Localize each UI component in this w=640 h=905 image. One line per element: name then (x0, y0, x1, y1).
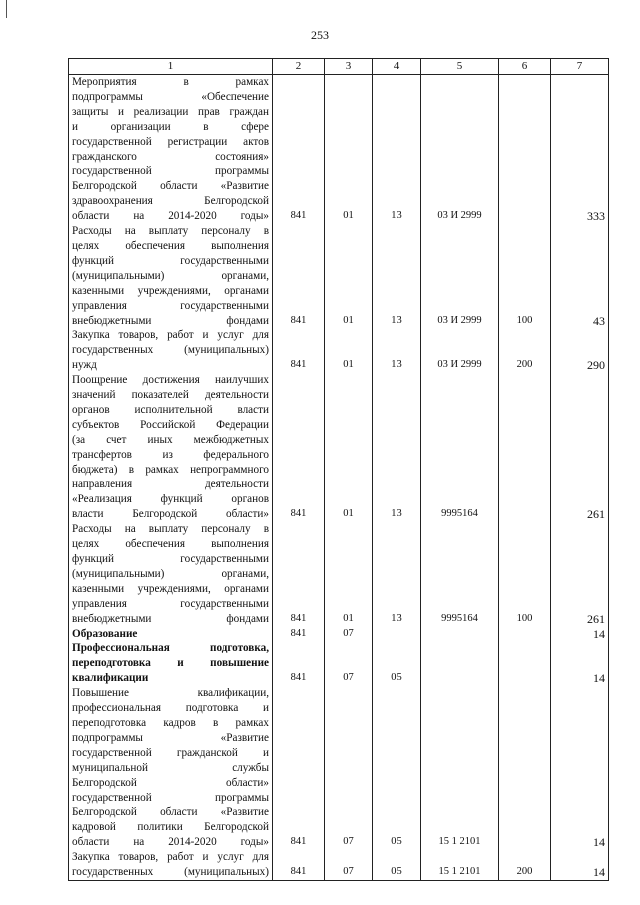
amount: 14 (551, 686, 609, 850)
subsection-code: 05 (373, 641, 421, 686)
target-article-code: 03 И 2999 (421, 224, 499, 328)
description-line: Закупка товаров, работ и услуг для (72, 851, 269, 864)
description-line: «Реализация функций органов (72, 493, 269, 506)
amount: 290 (551, 328, 609, 373)
expense-type-code: 100 (499, 224, 551, 328)
description-line: переподготовка и повышение (72, 657, 269, 670)
ministry-code: 841 (273, 627, 325, 642)
table-row (69, 373, 609, 522)
amount: 14 (551, 627, 609, 642)
table-row (69, 224, 609, 328)
description-line: и организации в сфере (72, 120, 269, 133)
header-col-5: 5 (421, 59, 499, 75)
description-line: подпрограммы «Развитие (72, 731, 269, 744)
description-line: целях обеспечения выполнения (72, 538, 269, 551)
description-line: внебюджетными фондами (72, 612, 269, 625)
description-line: казенными учреждениями, органами (72, 284, 269, 297)
section-code: 01 (325, 522, 373, 626)
table-row (69, 522, 609, 626)
table-row (69, 641, 609, 686)
description-line: направления деятельности (72, 478, 269, 491)
target-article-code: 9995164 (421, 373, 499, 522)
ministry-code: 841 (273, 850, 325, 880)
description-line: Повышение квалификации, (72, 687, 269, 700)
description-line: квалификации (72, 672, 149, 685)
description-line: Белгородской области «Развитие (72, 180, 269, 193)
target-article-code (421, 627, 499, 642)
amount: 333 (551, 75, 609, 225)
amount: 261 (551, 373, 609, 522)
table-body (69, 75, 609, 881)
section-code: 01 (325, 224, 373, 328)
description-line: области на 2014-2020 годы» (72, 836, 269, 849)
description-line: государственных (муниципальных) (72, 344, 269, 357)
table-row (69, 686, 609, 850)
table-row (69, 627, 609, 642)
description-line: области на 2014-2020 годы» (72, 210, 269, 223)
subsection-code: 13 (373, 75, 421, 225)
description-line: муниципальной службы (72, 761, 269, 774)
description-line: бюджета) в рамках непрограммного (72, 463, 269, 476)
target-article-code: 03 И 2999 (421, 328, 499, 373)
description-line: внебюджетными фондами (72, 314, 269, 327)
amount: 14 (551, 641, 609, 686)
description-line: субъектов Российской Федерации (72, 418, 269, 431)
expense-type-code: 200 (499, 850, 551, 880)
description-line: органов исполнительной власти (72, 403, 269, 416)
target-article-code (421, 641, 499, 686)
description-line: Закупка товаров, работ и услуг для (72, 329, 269, 342)
description-line: государственной программы (72, 791, 269, 804)
description-line: управления государственными (72, 597, 269, 610)
expense-type-code (499, 686, 551, 850)
row-description (69, 75, 273, 225)
ministry-code: 841 (273, 224, 325, 328)
ministry-code: 841 (273, 75, 325, 225)
ministry-code: 841 (273, 641, 325, 686)
row-description (69, 850, 273, 880)
description-line: (муниципальными) органами, (72, 269, 269, 282)
subsection-code: 05 (373, 850, 421, 880)
scan-edge-mark (6, 0, 7, 18)
subsection-code: 13 (373, 522, 421, 626)
table-row (69, 328, 609, 373)
target-article-code: 15 1 2101 (421, 686, 499, 850)
expense-type-code: 100 (499, 522, 551, 626)
ministry-code: 841 (273, 522, 325, 626)
description-line: гражданского состояния» (72, 150, 269, 163)
description-line: переподготовка кадров в рамках (72, 716, 269, 729)
row-description (69, 522, 273, 626)
section-code: 07 (325, 627, 373, 642)
amount: 43 (551, 224, 609, 328)
subsection-code: 05 (373, 686, 421, 850)
description-line: государственных (муниципальных) (72, 866, 269, 879)
row-description (69, 641, 273, 686)
ministry-code: 841 (273, 373, 325, 522)
row-description (69, 328, 273, 373)
description-line: (за счет иных межбюджетных (72, 433, 269, 446)
description-line: Поощрение достижения наилучших (72, 374, 269, 387)
expense-type-code (499, 75, 551, 225)
description-line: Расходы на выплату персоналу в (72, 225, 269, 238)
description-line: Образование (72, 627, 138, 640)
subsection-code: 13 (373, 373, 421, 522)
expense-type-code: 200 (499, 328, 551, 373)
header-col-3: 3 (325, 59, 373, 75)
target-article-code: 9995164 (421, 522, 499, 626)
expense-type-code (499, 641, 551, 686)
header-col-1: 1 (69, 59, 273, 75)
header-col-6: 6 (499, 59, 551, 75)
description-line: профессиональная подготовка и (72, 702, 269, 715)
description-line: Профессиональная подготовка, (72, 642, 269, 655)
description-line: нужд (72, 359, 97, 372)
row-description (69, 627, 273, 642)
description-line: целях обеспечения выполнения (72, 239, 269, 252)
section-code: 01 (325, 75, 373, 225)
section-code: 07 (325, 686, 373, 850)
ministry-code: 841 (273, 686, 325, 850)
table-header-row (69, 59, 609, 75)
description-line: Мероприятия в рамках (72, 76, 269, 88)
description-line: кадровой политики Белгородской (72, 821, 269, 834)
description-line: функций государственными (72, 254, 269, 267)
row-description (69, 686, 273, 850)
description-line: (муниципальными) органами, (72, 567, 269, 580)
subsection-code (373, 627, 421, 642)
header-col-2: 2 (273, 59, 325, 75)
description-line: власти Белгородской области» (72, 508, 269, 521)
description-line: Белгородской области «Развитие (72, 806, 269, 819)
page-number: 253 (311, 28, 329, 42)
ministry-code: 841 (273, 328, 325, 373)
expense-type-code (499, 373, 551, 522)
description-line: здравоохранения Белгородской (72, 195, 269, 208)
header-col-4: 4 (373, 59, 421, 75)
description-line: Расходы на выплату персоналу в (72, 523, 269, 536)
description-line: защиты и реализации прав граждан (72, 105, 269, 118)
target-article-code: 15 1 2101 (421, 850, 499, 880)
description-line: трансфертов из федерального (72, 448, 269, 461)
target-article-code: 03 И 2999 (421, 75, 499, 225)
amount: 14 (551, 850, 609, 880)
amount: 261 (551, 522, 609, 626)
table-row (69, 75, 609, 225)
table-row (69, 850, 609, 880)
description-line: подпрограммы «Обеспечение (72, 90, 269, 103)
description-line: управления государственными (72, 299, 269, 312)
header-col-7: 7 (551, 59, 609, 75)
expense-type-code (499, 627, 551, 642)
description-line: казенными учреждениями, органами (72, 582, 269, 595)
subsection-code: 13 (373, 328, 421, 373)
budget-table (68, 58, 609, 881)
subsection-code: 13 (373, 224, 421, 328)
section-code: 07 (325, 641, 373, 686)
section-code: 07 (325, 850, 373, 880)
description-line: функций государственными (72, 553, 269, 565)
description-line: государственной программы (72, 165, 269, 178)
section-code: 01 (325, 328, 373, 373)
row-description (69, 373, 273, 522)
description-line: государственной гражданской и (72, 746, 269, 759)
section-code: 01 (325, 373, 373, 522)
description-line: Белгородской области» (72, 776, 269, 789)
row-description (69, 224, 273, 328)
description-line: государственной регистрации актов (72, 135, 269, 148)
description-line: значений показателей деятельности (72, 389, 269, 402)
